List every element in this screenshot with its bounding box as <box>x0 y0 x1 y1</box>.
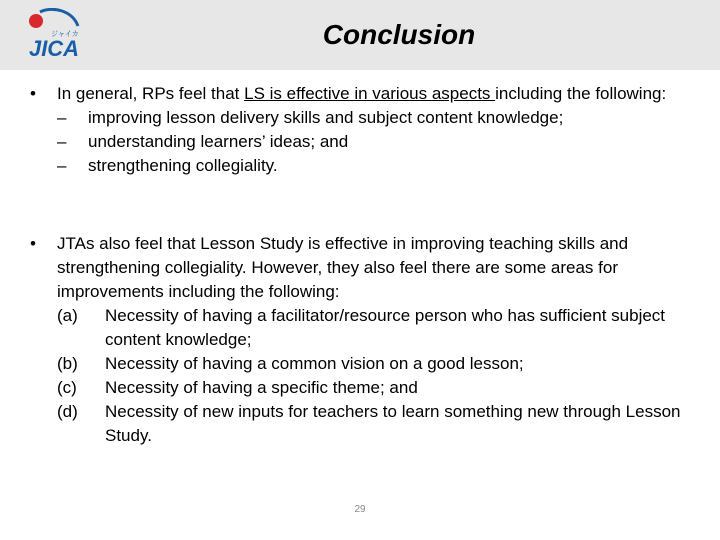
enum-text: Necessity of having a common vision on a good lesson; <box>105 354 524 373</box>
sub-marker: – <box>57 108 67 127</box>
bullet-intro <box>57 82 717 106</box>
enum-marker: (d) <box>57 402 78 421</box>
sub-item <box>57 106 717 130</box>
bullet-marker: • <box>30 84 36 103</box>
enum-text: Necessity of new inputs for teachers to learn something new through Lesson Study. <box>105 402 681 445</box>
page-title: Conclusion <box>322 19 476 50</box>
bullet-body <box>57 82 717 178</box>
page-number: 29 <box>354 504 366 515</box>
enum-item <box>57 352 717 376</box>
sub-item <box>57 130 717 154</box>
sub-text: strengthening collegiality. <box>88 156 278 175</box>
enum-marker: (b) <box>57 354 78 373</box>
bullet-body <box>57 232 717 448</box>
bullet-intro: JTAs also feel that Lesson Study is effective in improving teaching skills and strengthening collegiality. However, they also feel there are some areas for improvements including the following: <box>57 234 629 301</box>
enum-item <box>57 400 717 448</box>
logo-text: JICA <box>29 36 79 61</box>
sub-item <box>57 154 717 178</box>
enum-text: Necessity of having a facilitator/resource person who has sufficient subject content knowledge; <box>105 306 666 349</box>
enum-item <box>57 304 717 352</box>
jica-logo <box>26 8 82 62</box>
sub-marker: – <box>57 156 67 175</box>
sub-text: understanding learners’ ideas; and <box>88 132 349 151</box>
intro-text: In general, RPs feel that <box>57 84 245 103</box>
logo-kana: ジャイカ <box>51 30 79 38</box>
slide-header <box>0 0 720 70</box>
enum-text: Necessity of having a specific theme; and <box>105 378 418 397</box>
enum-marker: (a) <box>57 306 78 325</box>
sub-text: improving lesson delivery skills and subject content knowledge; <box>88 108 564 127</box>
enum-marker: (c) <box>57 378 77 397</box>
bullet-marker: • <box>30 234 36 253</box>
intro-underlined: LS is effective in various aspects <box>244 84 496 103</box>
intro-text: including the following: <box>495 84 667 103</box>
sub-marker: – <box>57 132 67 151</box>
logo-sun-dot <box>29 14 43 28</box>
logo-arc <box>40 9 78 26</box>
enum-item <box>57 376 717 400</box>
